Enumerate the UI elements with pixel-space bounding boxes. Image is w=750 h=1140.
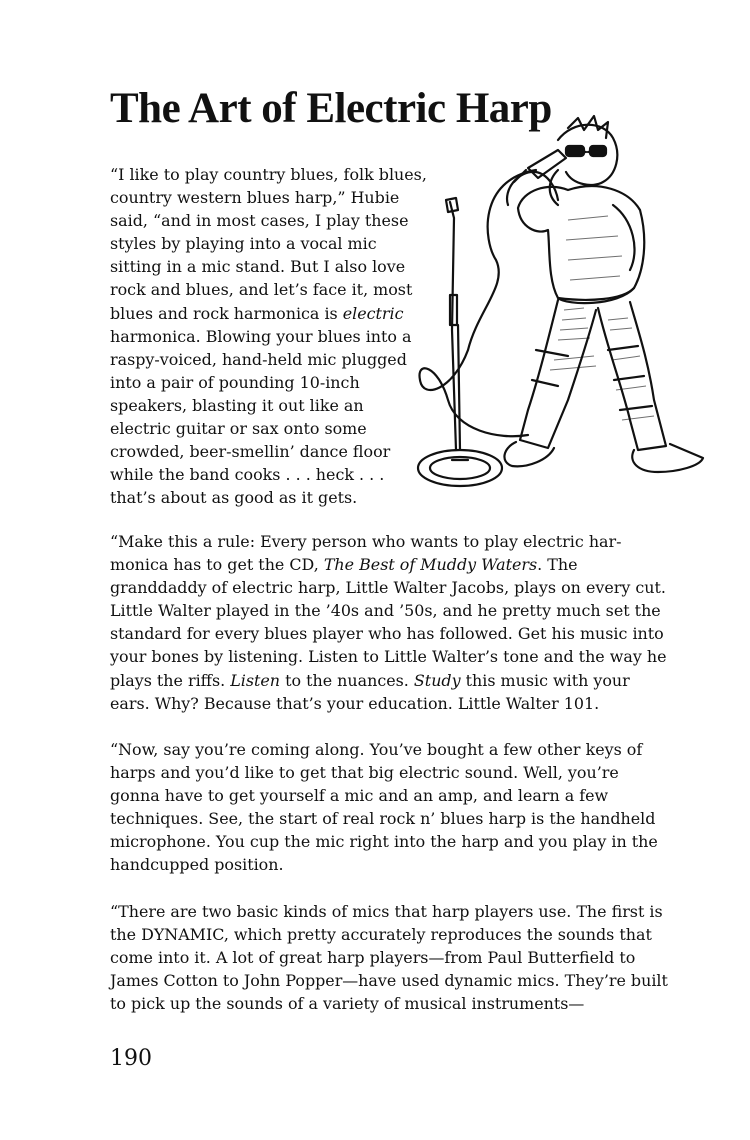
text-line: crowded, beer-smellin’ dance floor bbox=[110, 442, 391, 462]
text-line: that’s about as good as it gets. bbox=[110, 488, 358, 508]
text-segment: “Make this a rule: Every person who wants to play electric har-monica has to get the CD, bbox=[110, 532, 622, 575]
harmonica-player-illustration bbox=[408, 110, 708, 510]
text-line: rock and blues, and let’s face it, most bbox=[110, 280, 413, 300]
emphasis: Listen bbox=[230, 670, 281, 690]
text-line: harmonica. Blowing your blues into a bbox=[110, 326, 412, 346]
text-line: sitting in a mic stand. But I also love bbox=[110, 257, 406, 277]
text-line: styles by playing into a vocal mic bbox=[110, 234, 377, 254]
text-line: speakers, blasting it out like an bbox=[110, 395, 364, 415]
chapter-title: The Art of Electric Harp bbox=[110, 85, 552, 132]
text-segment: this music with your ears. Why? Because that’s your education. Little Walter 101. bbox=[110, 670, 630, 713]
text-line: “I like to play country blues, folk blues, bbox=[110, 165, 427, 184]
text-segment: blues and rock harmonica is bbox=[110, 303, 343, 323]
paragraph-2 bbox=[110, 530, 670, 715]
text-segment: to the nuances. bbox=[280, 670, 414, 690]
text-line: raspy-voiced, hand-held mic plugged bbox=[110, 349, 407, 369]
paragraph-1 bbox=[110, 163, 430, 509]
text-line: into a pair of pounding 10-inch bbox=[110, 372, 360, 392]
text-line: electric guitar or sax onto some bbox=[110, 419, 367, 439]
text-line bbox=[110, 302, 430, 325]
page-number: 190 bbox=[110, 1046, 152, 1071]
cd-title: The Best of Muddy Waters bbox=[323, 555, 538, 575]
emphasis: electric bbox=[342, 303, 404, 323]
paragraph-4: “There are two basic kinds of mics that harp players use. The first is the DYNAMIC, which pretty accurately reproduces the sounds that come into it. A lot of great harp players—from Paul Butterfield to James Cotton to John Popper—have used dynamic mics. They’re built to pick up the sounds of a variety of musical instruments— bbox=[110, 902, 668, 1014]
text-line: while the band cooks . . . heck . . . bbox=[110, 465, 385, 485]
text-line: country western blues harp,” Hubie bbox=[110, 188, 400, 208]
paragraph-3: “Now, say you’re coming along. You’ve bought a few other keys of harps and you’d like to get that big electric sound. Well, you’re gonna have to get yourself a mic and an amp, and learn a few techniques. See, the start of real rock n’ blues harp is the handheld microphone. You cup the mic right into the harp and you play in the handcupped position. bbox=[110, 740, 658, 875]
text-line: said, “and in most cases, I play these bbox=[110, 211, 409, 231]
emphasis: Study bbox=[413, 670, 461, 690]
text-segment: . The granddaddy of electric harp, Little Walter Jacobs, plays on every cut. Little Walter played in the ’40s and ’50s, and he pretty much set the standard for every blues player who has followed. Get his music into your bones by listening. Listen to Little Walter’s tone and the way he plays the riffs. bbox=[110, 555, 667, 690]
